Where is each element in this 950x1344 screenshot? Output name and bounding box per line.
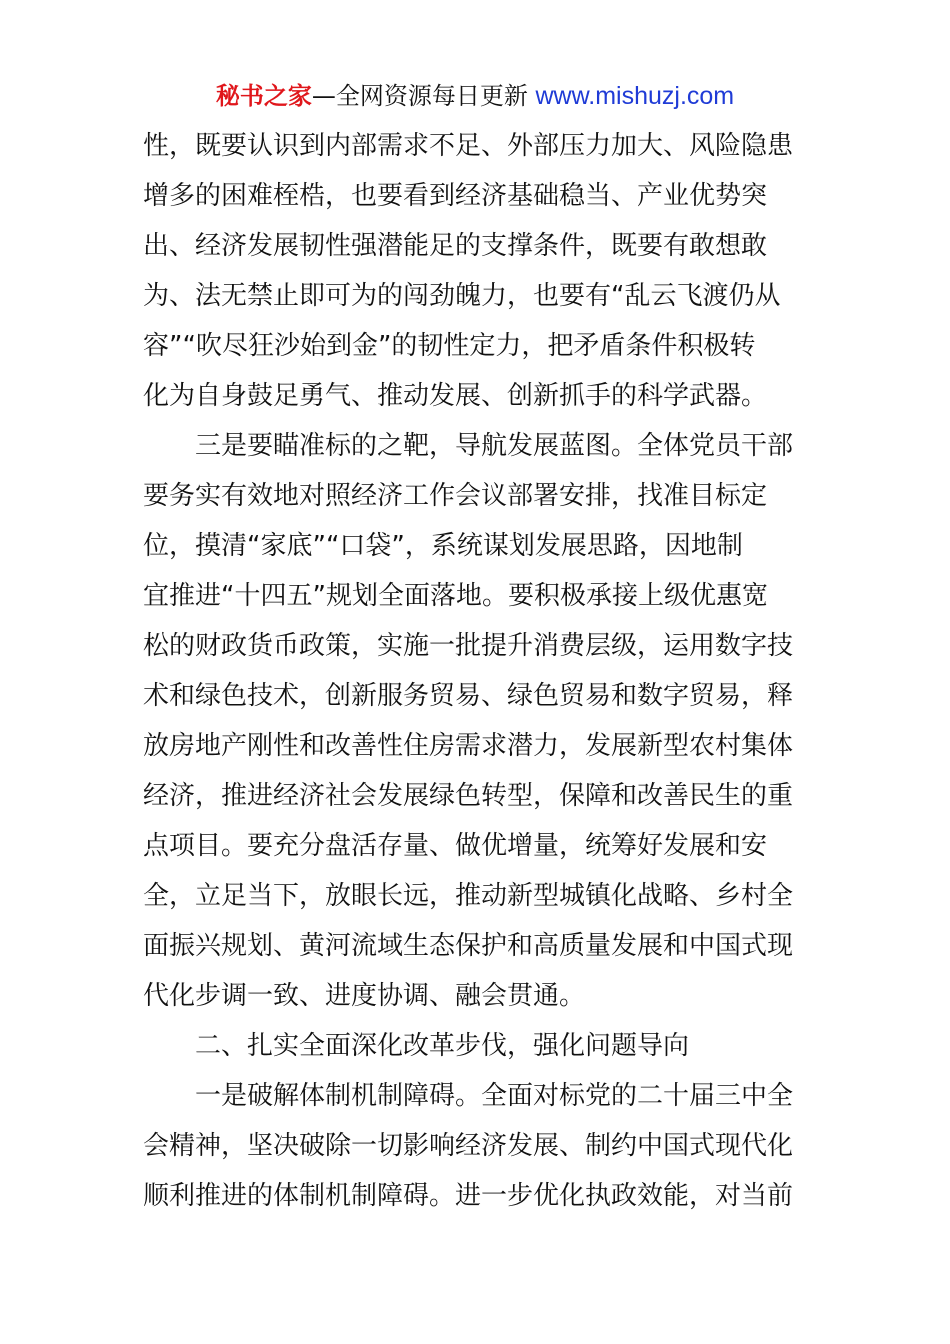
site-brand: 秘书之家 — [215, 82, 312, 110]
site-header — [0, 80, 950, 112]
site-tagline: —全网资源每日更新 — [311, 82, 536, 110]
body-text-line: 经济，推进经济社会发展绿色转型，保障和改善民生的重 — [143, 781, 794, 811]
body-text-line: 增多的困难桎梏，也要看到经济基础稳当、产业优势突 — [143, 181, 768, 211]
body-text-line: 位，摸清“家底”“口袋”，系统谋划发展思路，因地制 — [143, 531, 743, 561]
section-heading: 二、扎实全面深化改革步伐，强化问题导向 — [195, 1031, 690, 1061]
paragraph-start-line: 一是破解体制机制障碍。全面对标党的二十届三中全 — [195, 1081, 794, 1111]
body-text-line: 术和绿色技术，创新服务贸易、绿色贸易和数字贸易，释 — [143, 681, 794, 711]
body-text-line: 代化步调一致、进度协调、融会贯通。 — [143, 981, 586, 1011]
body-text-line: 容”“吹尽狂沙始到金”的韧性定力，把矛盾条件积极转 — [143, 331, 756, 361]
body-text-line: 放房地产刚性和改善性住房需求潜力，发展新型农村集体 — [143, 731, 794, 761]
body-text-line: 松的财政货币政策，实施一批提升消费层级，运用数字技 — [143, 631, 794, 661]
site-url-link[interactable]: www.mishuzj.com — [535, 82, 735, 110]
body-text-line: 顺利推进的体制机制障碍。进一步优化执政效能，对当前 — [143, 1181, 794, 1211]
paragraph-start-line: 三是要瞄准标的之靶，导航发展蓝图。全体党员干部 — [195, 431, 794, 461]
body-text-line: 出、经济发展韧性强潜能足的支撑条件，既要有敢想敢 — [143, 231, 768, 261]
body-text-line: 面振兴规划、黄河流域生态保护和高质量发展和中国式现 — [143, 931, 794, 961]
body-text-line: 会精神，坚决破除一切影响经济发展、制约中国式现代化 — [143, 1131, 794, 1161]
body-text-line: 为、法无禁止即可为的闯劲魄力，也要有“乱云飞渡仍从 — [143, 281, 781, 311]
body-text-line: 化为自身鼓足勇气、推动发展、创新抓手的科学武器。 — [143, 381, 768, 411]
body-text-line: 要务实有效地对照经济工作会议部署安排，找准目标定 — [143, 481, 768, 511]
body-text-line: 点项目。要充分盘活存量、做优增量，统筹好发展和安 — [143, 831, 768, 861]
body-text-line: 全，立足当下，放眼长远，推动新型城镇化战略、乡村全 — [143, 881, 794, 911]
body-text-line: 性，既要认识到内部需求不足、外部压力加大、风险隐患 — [143, 131, 794, 161]
body-text-line: 宜推进“十四五”规划全面落地。要积极承接上级优惠宽 — [143, 581, 768, 611]
